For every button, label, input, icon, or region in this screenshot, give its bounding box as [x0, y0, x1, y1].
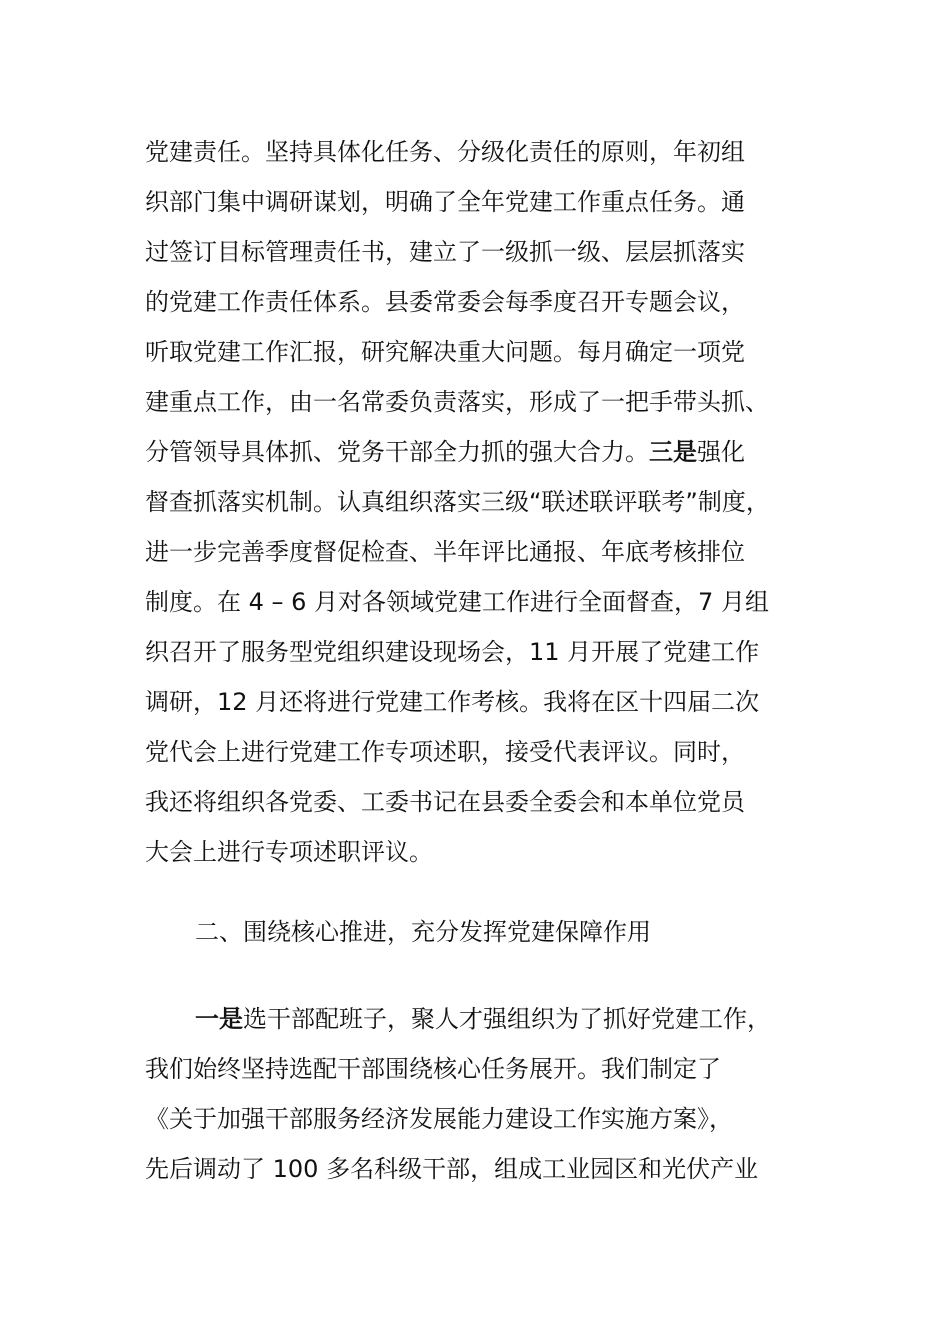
text-line: 建重点工作，由一名常委负责落实，形成了一把手带头抓、 — [145, 388, 769, 416]
text-line — [145, 427, 825, 477]
text-line: 过签订目标管理责任书，建立了一级抓一级、层层抓落实 — [145, 238, 745, 266]
text-line: 党代会上进行党建工作专项述职，接受代表评议。同时， — [145, 738, 745, 766]
bold-marker-third: 三是 — [649, 438, 697, 466]
text-line: 先后调动了 100 多名科级干部，组成工业园区和光伏产业 — [145, 1155, 759, 1183]
text-line — [145, 994, 825, 1044]
text-line: 我们始终坚持选配干部围绕核心任务展开。我们制定了 — [145, 1055, 721, 1083]
text-line: 制度。在 4 – 6 月对各领域党建工作进行全面督查，7 月组 — [145, 588, 769, 616]
text-span: 分管领导具体抓、党务干部全力抓的强大合力。 — [145, 438, 649, 466]
text-line: 织部门集中调研谋划，明确了全年党建工作重点任务。通 — [145, 188, 745, 216]
text-line: 大会上进行专项述职评议。 — [145, 838, 433, 866]
text-line: 听取党建工作汇报，研究解决重大问题。每月确定一项党 — [145, 338, 745, 366]
text-line: 调研，12 月还将进行党建工作考核。我将在区十四届二次 — [145, 688, 760, 716]
text-line: 《关于加强干部服务经济发展能力建设工作实施方案》， — [145, 1105, 733, 1133]
paragraph-party-responsibility — [145, 127, 825, 877]
text-line: 督查抓落实机制。认真组织落实三级“联述联评联考”制度， — [145, 488, 770, 516]
section-heading-text: 二、围绕核心推进，充分发挥党建保障作用 — [195, 918, 651, 946]
section-heading — [145, 907, 825, 957]
text-span: 选干部配班子，聚人才强组织为了抓好党建工作， — [243, 1005, 771, 1033]
text-line: 织召开了服务型党组织建设现场会，11 月开展了党建工作 — [145, 638, 760, 666]
bold-marker-first: 一是 — [195, 1005, 243, 1033]
text-span: 强化 — [697, 438, 745, 466]
text-line: 我还将组织各党委、工委书记在县委全委会和本单位党员 — [145, 788, 745, 816]
text-line: 进一步完善季度督促检查、半年评比通报、年底考核排位 — [145, 538, 745, 566]
text-line: 的党建工作责任体系。县委常委会每季度召开专题会议， — [145, 288, 745, 316]
text-line: 党建责任。坚持具体化任务、分级化责任的原则，年初组 — [145, 138, 745, 166]
paragraph-cadre-selection — [145, 994, 825, 1194]
